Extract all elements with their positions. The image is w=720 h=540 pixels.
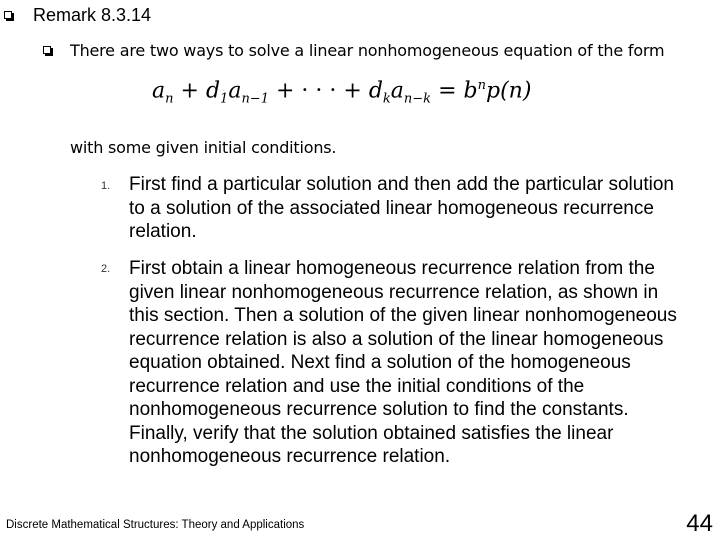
list-item: First obtain a linear homogeneous recurrence relation from the given linear nonhomogeneous recurrence relation, as shown in this section. Then a solution of the given linear nonhomogeneous recurrence relation is also a solution of the linear homogeneous equation obtained. Next find a solution of the homogeneous recurrence relation and use the initial conditions of the nonhomogeneous recurrence solution to find the constants. Finally, verify that the solution obtained satisfies the linear nonhomogeneous recurrence relation. (129, 258, 677, 467)
remark-intro: There are two ways to solve a linear nonhomogeneous equation of the form (70, 41, 665, 60)
eq-op: = (438, 78, 457, 104)
list-number: 2. (101, 263, 111, 275)
eq-term: a (228, 78, 242, 104)
eq-term: d (368, 78, 383, 104)
bullet-square-icon (4, 11, 12, 19)
eq-sup: n (477, 78, 486, 93)
eq-term: a (152, 78, 166, 104)
remark-title: Remark 8.3.14 (33, 5, 152, 25)
eq-sub: k (382, 91, 391, 107)
eq-op: + (180, 78, 199, 104)
bullet-square-icon (43, 46, 51, 54)
eq-term: a (390, 78, 404, 104)
page-number: 44 (686, 510, 713, 537)
eq-op: + · · · + (275, 78, 362, 104)
equation (152, 78, 531, 107)
eq-sub: n−k (403, 91, 432, 107)
remark-continuation: with some given initial conditions. (70, 138, 337, 157)
eq-sub: n−1 (241, 91, 269, 107)
eq-term: b (463, 78, 478, 104)
list-number: 1. (101, 180, 111, 192)
footer-text: Discrete Mathematical Structures: Theory and Applications (6, 519, 305, 531)
eq-term: d (205, 78, 221, 104)
list-item: First find a particular solution and then add the particular solution to a solution of the associated linear homogeneous recurrence relation. (129, 174, 674, 242)
eq-sub: 1 (220, 91, 229, 107)
eq-sub: n (165, 91, 174, 107)
eq-term: p(n) (485, 78, 532, 104)
